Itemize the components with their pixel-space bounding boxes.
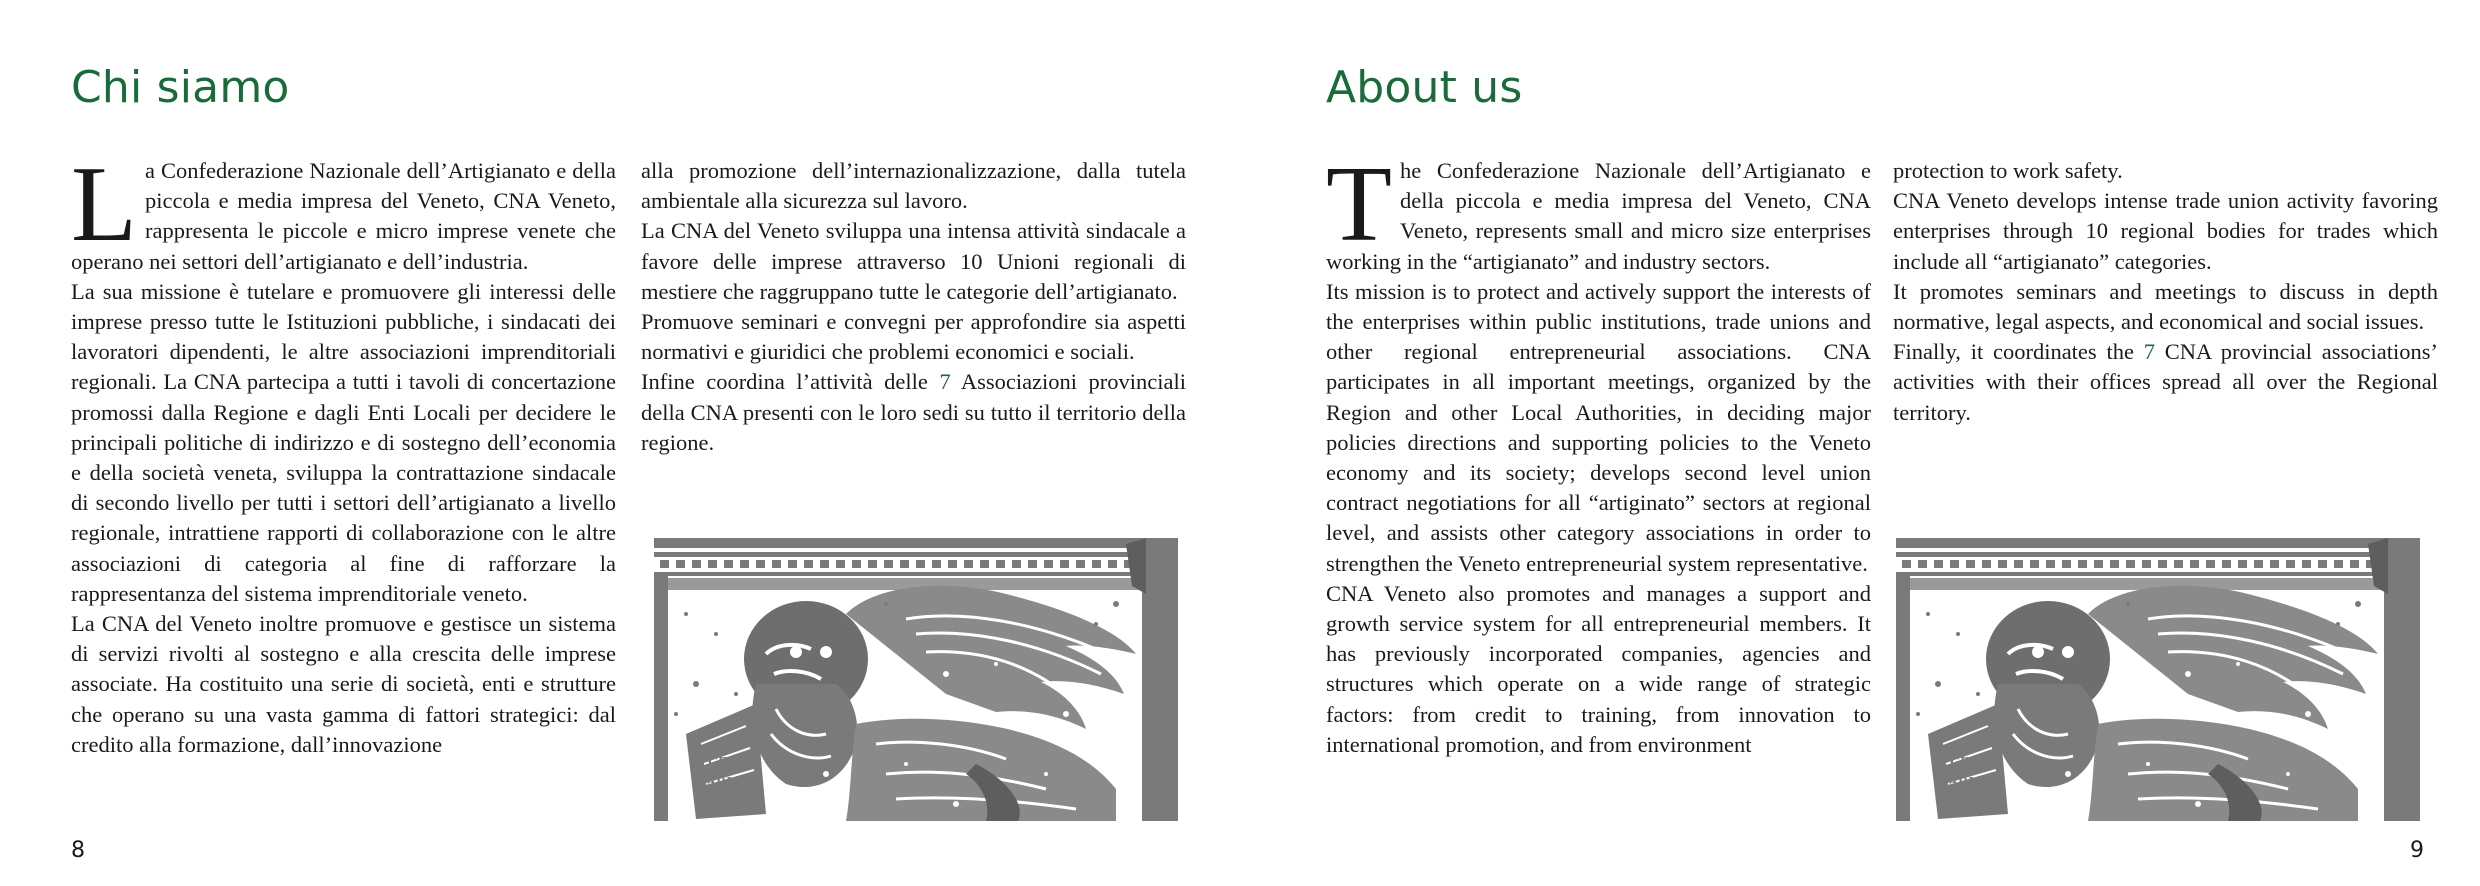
paragraph: CNA Veneto develops intense trade union activity favoring enterprises through 10 regional bodies for trades which include all “artigianato” categories. [1893,188,2438,274]
drop-cap: L [71,145,137,264]
book-text-2: ARISTA [1948,775,2000,790]
page-title: About us [1326,62,1523,113]
paragraph: La CNA del Veneto sviluppa una intensa attività sindacale a favore delle imprese attraverso 10 Unioni regionali di mestiere che raggruppano tutte le categorie dell’artigianato. [641,218,1186,304]
book-text-1: CEL [1950,755,1979,770]
book-text-1: CEL [708,755,737,770]
paragraph: protection to work safety. [1893,158,2123,183]
paragraph: Finally, it coordinates the 7 CNA provincial associations’ activities with their offices spread all over the Regional territory. [1893,339,2438,425]
drop-cap: T [1326,145,1392,264]
book-text-2: ARISTA [706,775,758,790]
page-number: 9 [2410,838,2424,863]
page-right [1240,0,2480,886]
page-title: Chi siamo [71,62,290,113]
paragraph: La Confederazione Nazionale dell’Artigianato e della piccola e media impresa del Veneto, CNA Veneto, rappresenta le piccole e micro imprese venete che operano nei settori dell’artigianato e dell’industria. [71,145,616,274]
text-column-1 [71,145,616,760]
winged-lion-illustration [1888,534,2428,824]
winged-lion-illustration [646,534,1186,824]
book-text-3: MEUS [1954,795,1995,810]
paragraph: La CNA del Veneto inoltre promuove e gestisce un sistema di servizi rivolti al sostegno e alla crescita delle imprese associate. Ha costituito una serie di società, enti e strutture che operano su una vasta gamma di fattori strategici: dal credito alla formazione, dall’innovazione [71,611,616,757]
book-text-3: MEUS [712,795,753,810]
text-column-2 [1893,156,2438,428]
paragraph: alla promozione dell’internazionalizzazione, dalla tutela ambientale alla sicurezza sul lavoro. [641,158,1186,214]
paragraph: Infine coordina l’attività delle 7 Associazioni provinciali della CNA presenti con le loro sedi su tutto il territorio della regione. [641,369,1186,455]
text-column-1 [1326,145,1871,760]
text-column-2 [641,156,1186,458]
paragraph: It promotes seminars and meetings to discuss in depth normative, legal aspects, and economical and social issues. [1893,278,2438,335]
paragraph: The Confederazione Nazionale dell’Artigianato e della piccola e media impresa del Veneto, CNA Veneto, represents small and micro size enterprises working in the “artigianato” and industry sectors. [1326,145,1871,274]
paragraph: CNA Veneto also promotes and manages a support and growth service system for all entrepreneurial members. It has previously incorporated companies, agencies and structures which operate on a wide range of strategic factors: from credit to training, from innovation to international promotion, and from environment [1326,580,1871,757]
paragraph: La sua missione è tutelare e promuovere gli interessi delle imprese presso tutte le Istituzioni pubbliche, i sindacati dei lavoratori dipendenti, le altre associazioni imprenditoriali regionali. La CNA partecipa a tutti i tavoli di concertazione promossi dalla Regione e dagli Enti Locali per decidere le principali politiche di indirizzo e di sostegno dell’economia e della società veneta, sviluppa la contrattazione sindacale di secondo livello per tutti i settori dell’artigianato a livello regionale, intrattiene rapporti di collaborazione con le altre associazioni di categoria al fine di rafforzare la rappresentanza del sistema imprenditoriale veneto. [71,278,616,606]
paragraph: Its mission is to protect and actively support the interests of the enterprises within public institutions, trade unions and other regional entrepreneurial associations. CNA participates in all important meetings, organized by the Region and other Local Authorities, in deciding major policies directions and supporting policies to the Veneto economy and its society; develops second level union contract negotiations for all “artiginato” sectors at regional level, and assists other category associations in order to strengthen the Veneto entrepreneurial system representative. [1326,278,1871,576]
page-number: 8 [71,838,85,863]
paragraph: Promuove seminari e convegni per approfondire sia aspetti normativi e giuridici che problemi economici e sociali. [641,309,1186,365]
